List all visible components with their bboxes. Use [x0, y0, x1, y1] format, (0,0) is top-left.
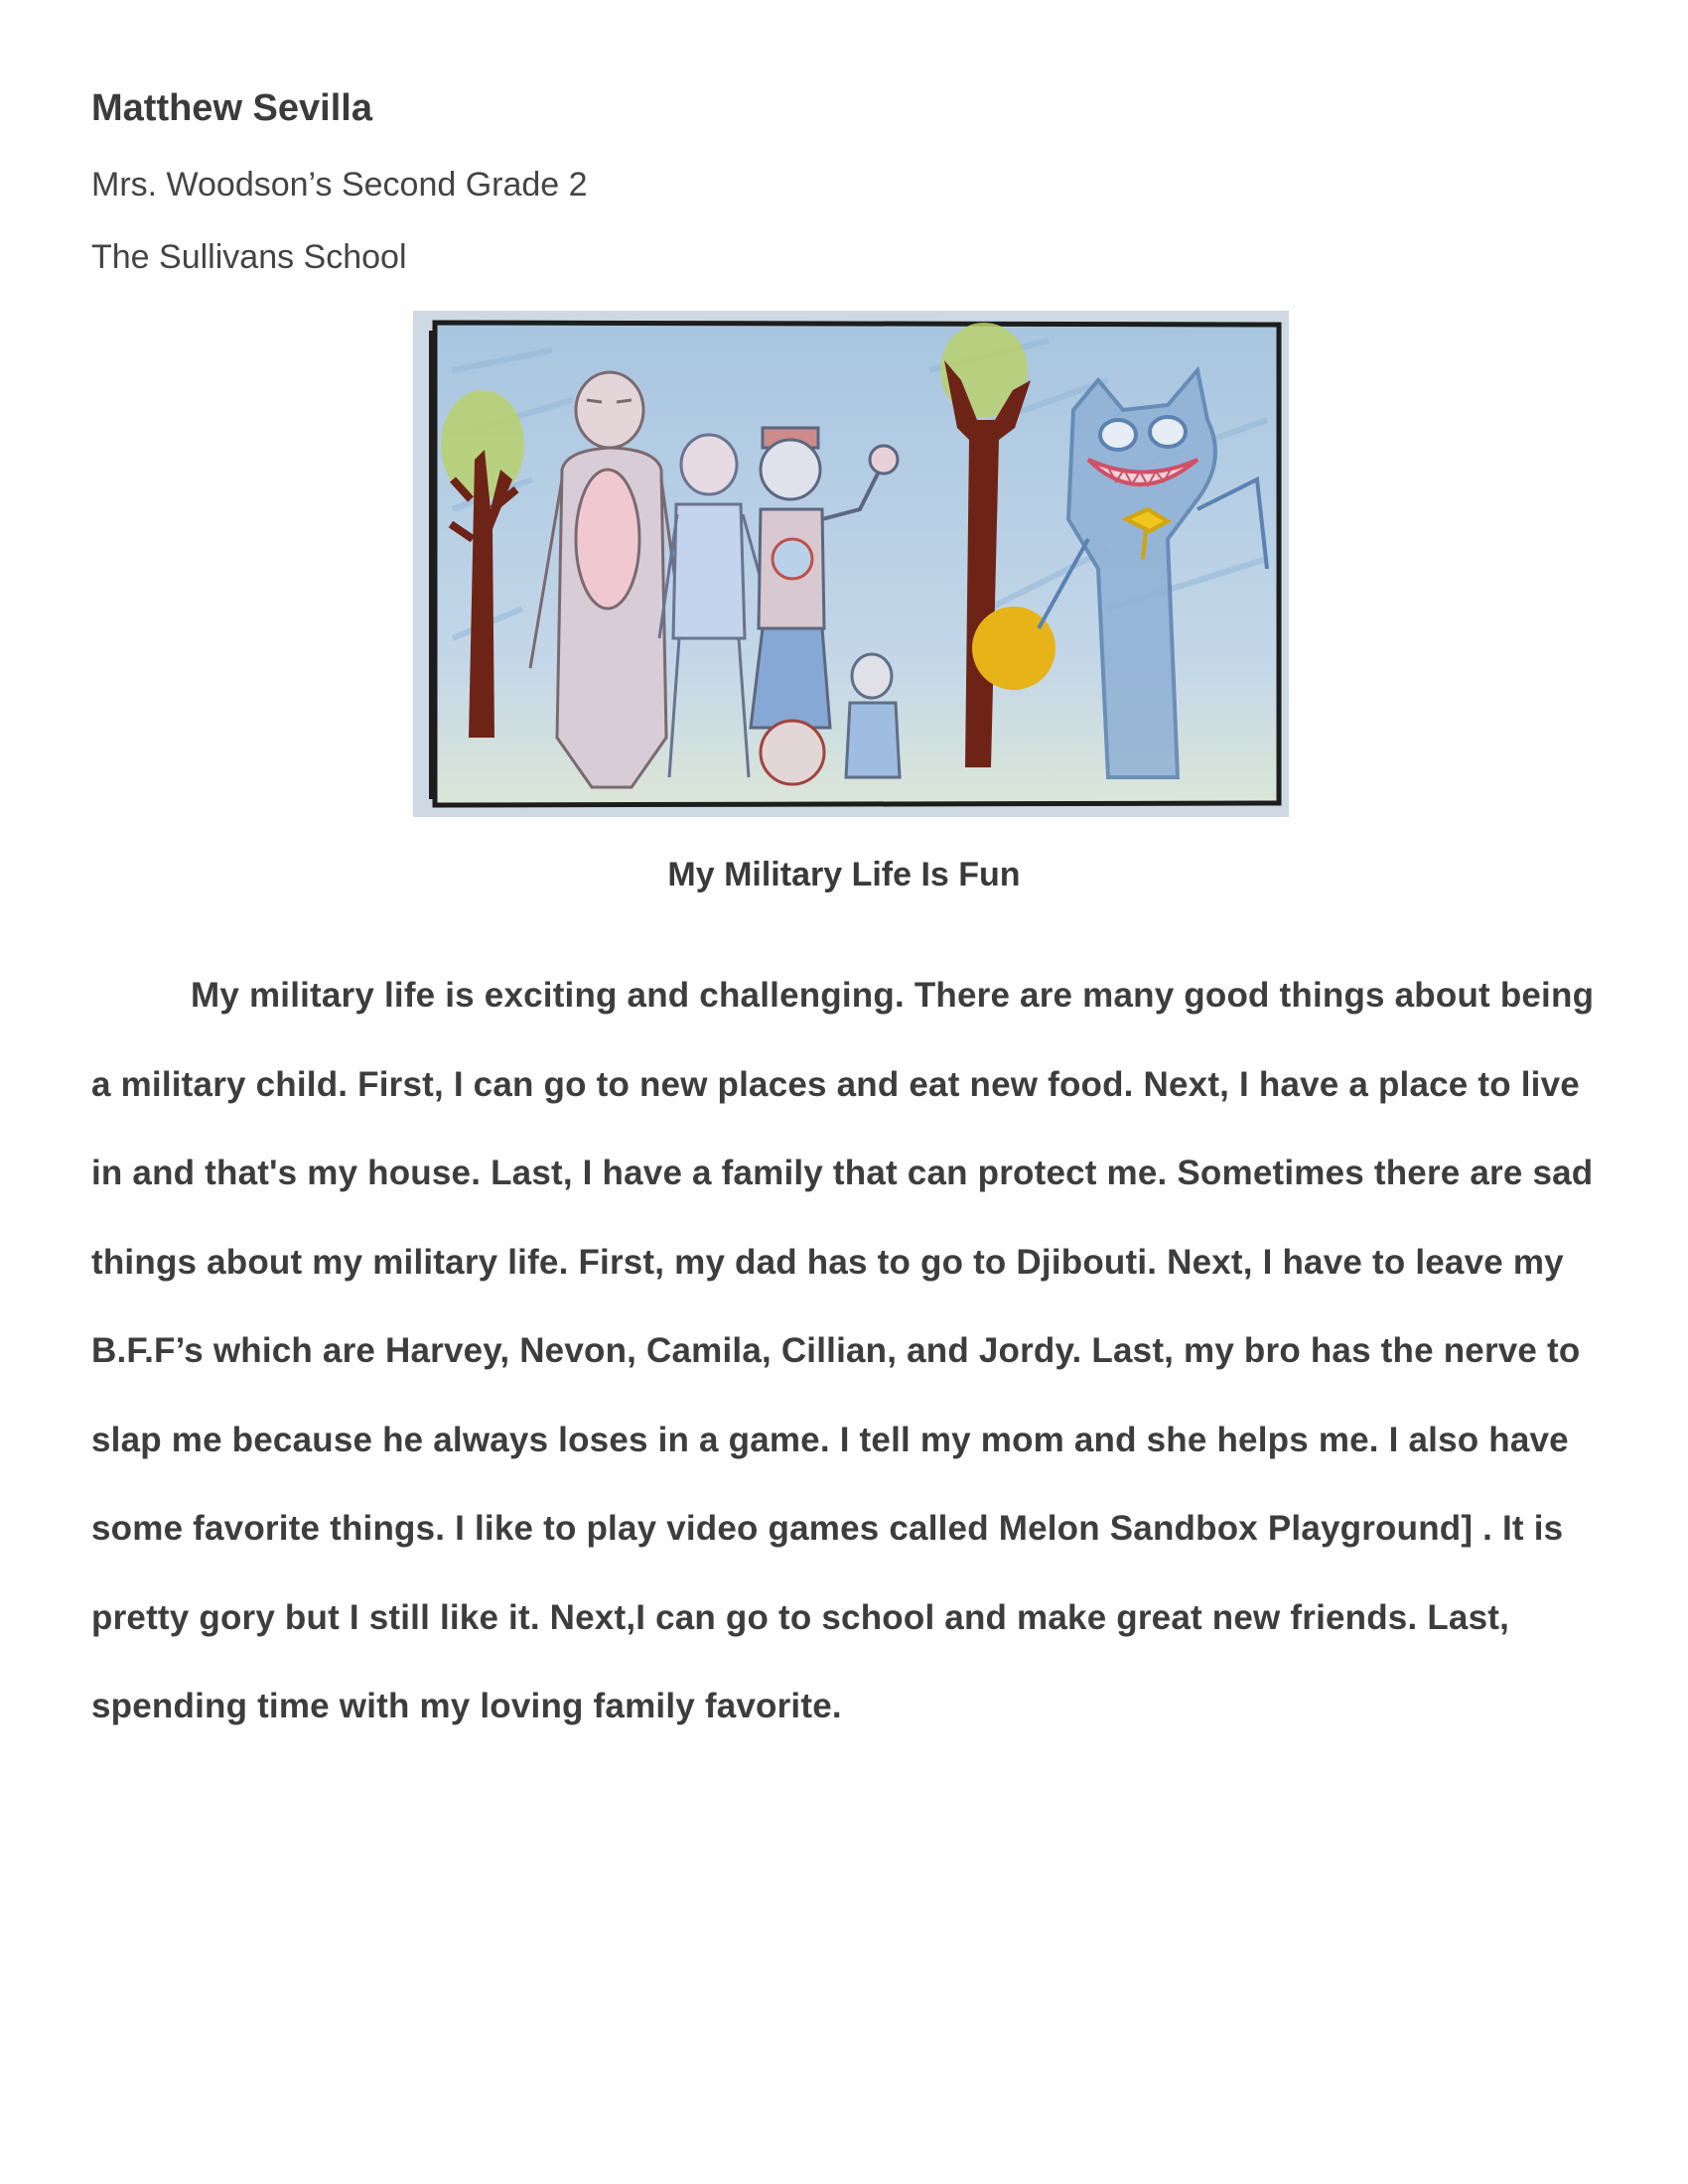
child-drawing-image [413, 311, 1289, 817]
school-name: The Sullivans School [91, 238, 407, 276]
figure-small-child [846, 654, 900, 777]
student-name: Matthew Sevilla [91, 87, 372, 129]
essay-title: My Military Life Is Fun [667, 856, 1021, 893]
child-drawing-svg [413, 311, 1289, 817]
class-name: Mrs. Woodson’s Second Grade 2 [91, 166, 588, 204]
essay-body: My military life is exciting and challenging. There are many good things about being a military child. First, I can go to new places and eat new food. Next, I have a place to live in and that's my house. Last, I have a family that can protect me. Sometimes there are sad things about my military life. First, my dad has to go to Djibouti. Next, I have to leave my B.F.F’s which are Harvey, Nevon, Camila, Cillian, and Jordy. Last, my bro has the nerve to slap me because he always loses in a game. I tell my mom and she helps me. I also have some favorite things. I like to play video games called Melon Sandbox Playground] . It is pretty gory but I still like it. Next,I can go to school and make great new friends. Last, spending time with my loving family favorite. [91, 976, 1595, 1725]
